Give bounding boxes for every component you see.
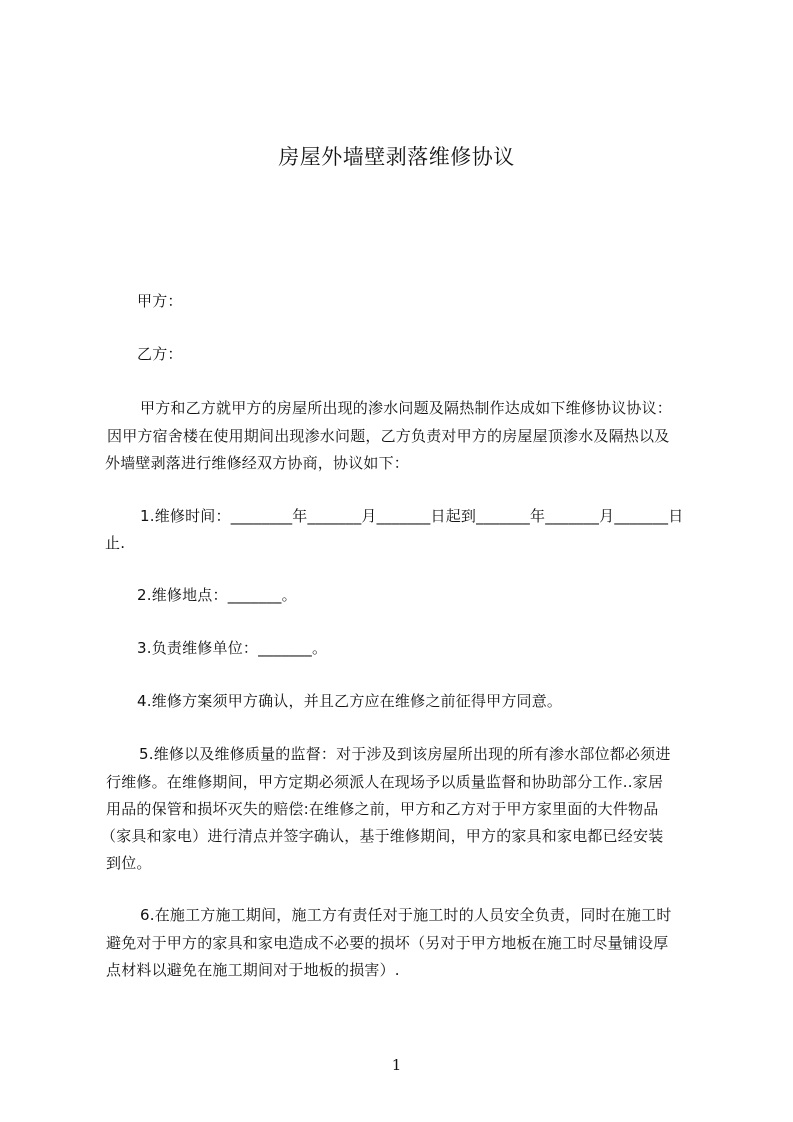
- paragraph-line: （家具和家电）进行清点并签字确认，基于维修期间，甲方的家具和家电都已经安装: [101, 827, 664, 845]
- paragraph-line: 到位。: [106, 854, 152, 872]
- clause-2: 2.维修地点：_______。: [137, 586, 297, 604]
- paragraph-line: 因甲方宿舍楼在使用期间出现渗水问题，乙方负责对甲方的房屋屋顶渗水及隔热以及: [107, 427, 670, 445]
- page-number: 1: [391, 1056, 402, 1074]
- paragraph-line: 点材料以避免在施工期间对于地板的损害）.: [106, 961, 400, 979]
- clause-4: 4.维修方案须甲方确认，并且乙方应在维修之前征得甲方同意。: [137, 692, 563, 710]
- paragraph-line: 用品的保管和损坏灭失的赔偿:在维修之前，甲方和乙方对于甲方家里面的大件物品: [106, 800, 659, 818]
- paragraph-line: 1.维修时间：________年_______月_______日起到_______年_______月_______日: [140, 507, 684, 525]
- paragraph-line: 外墙壁剥落进行维修经双方协商，协议如下：: [105, 454, 410, 472]
- paragraph-line: 6.在施工方施工期间，施工方有责任对于施工时的人员安全负责，同时在施工时: [140, 906, 672, 924]
- paragraph-line: 5.维修以及维修质量的监督：对于涉及到该房屋所出现的所有渗水部位都必须进: [139, 745, 671, 763]
- party-b-label: 乙方：: [137, 345, 183, 363]
- paragraph-line: 止.: [105, 534, 126, 552]
- party-a-label: 甲方：: [137, 292, 183, 310]
- clause-3: 3.负责维修单位：_______。: [137, 639, 328, 657]
- paragraph-line: 甲方和乙方就甲方的房屋所出现的渗水问题及隔热制作达成如下维修协议协议：: [140, 399, 673, 417]
- paragraph-line: 避免对于甲方的家具和家电造成不必要的损坏（另对于甲方地板在施工时尽量铺设厚: [106, 934, 669, 952]
- paragraph-line: 行维修。在维修期间，甲方定期必须派人在现场予以质量监督和协助部分工作..家居: [106, 773, 664, 791]
- document-title: 房屋外墙壁剥落维修协议: [278, 145, 515, 169]
